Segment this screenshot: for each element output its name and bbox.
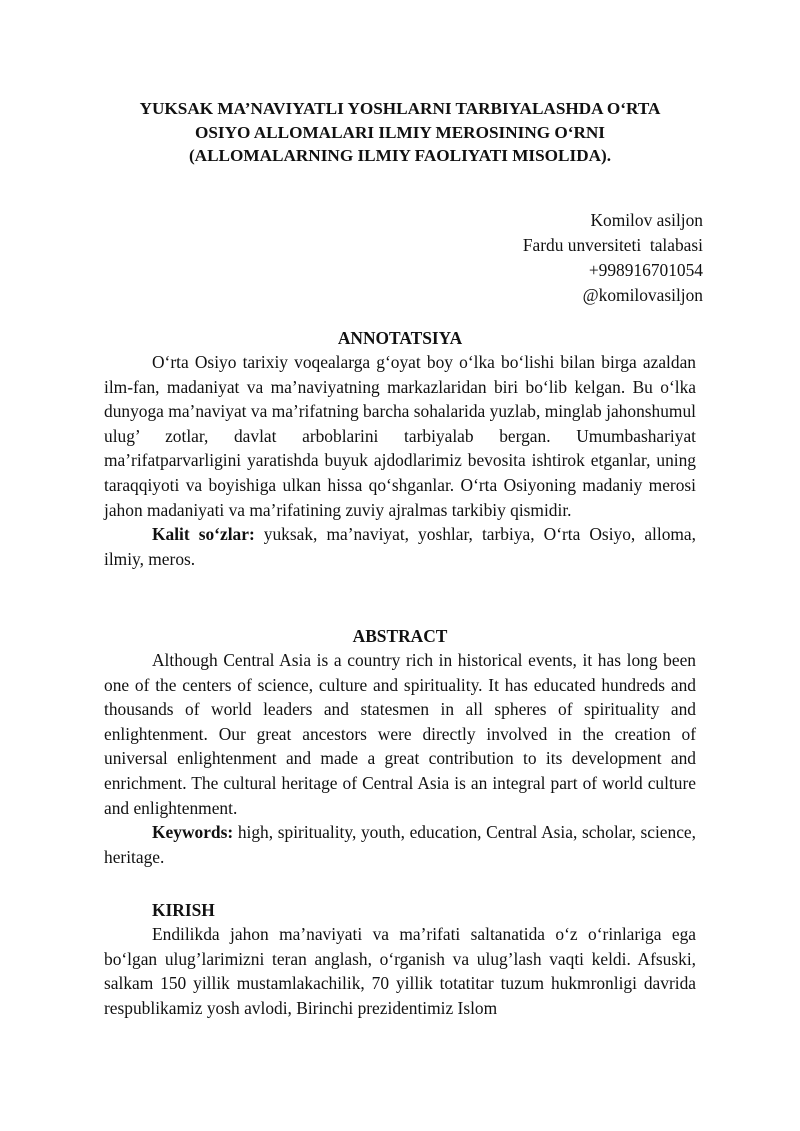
title-line-3: (ALLOMALARNING ILMIY FAOLIYATI MISOLIDA).	[188, 146, 612, 165]
abstract-keywords	[104, 820, 696, 869]
title-line-2: OSIYO ALLOMALARI ILMIY MEROSINING O‘RNI	[195, 122, 605, 142]
annotation-keywords-label: Kalit so‘zlar:	[152, 524, 255, 545]
author-block	[523, 208, 703, 308]
abstract-section	[104, 648, 696, 869]
paper-title	[90, 97, 710, 168]
abstract-text: Although Central Asia is a country rich in historical events, it has long been one of the centers of science, culture and spirituality. It has educated hundreds and thousands of world leaders and statesmen in all spheres of spirituality and enlightenment. Our great ancestors were directly involved in the creation of universal enlightenment and made a great contribution to its development and enrichment. The cultural heritage of Central Asia is an integral part of world culture and enlightenment.	[104, 650, 696, 818]
annotation-heading: ANNOTATSIYA	[337, 328, 463, 348]
abstract-heading: ABSTRACT	[352, 626, 448, 646]
introduction-heading: KIRISH	[152, 900, 215, 920]
introduction-section	[104, 922, 696, 1020]
author-phone: +998916701054	[588, 260, 703, 280]
author-name: Komilov asiljon	[590, 210, 703, 230]
introduction-text: Endilikda jahon ma’naviyati va ma’rifati saltanatida o‘z o‘rinlariga ega bo‘lgan ulug’larimizni teran anglash, o‘rganish va ulug’lash vaqti keldi. Afsuski, salkam 150 yillik mustamlakachilik, 70 yillik totatitar tuzum hukmronligi davrida respublikamiz yosh avlodi, Birinchi prezidentimiz Islom	[104, 924, 696, 1018]
annotation-section	[104, 350, 696, 571]
abstract-keywords-list: high, spirituality, youth, education, Central Asia, scholar, science, heritage.	[104, 822, 696, 867]
annotation-keywords-list: yuksak, ma’naviyat, yoshlar, tarbiya, O‘rta Osiyo, alloma, ilmiy, meros.	[104, 524, 696, 569]
abstract-keywords-label: Keywords:	[152, 822, 234, 843]
author-handle: @komilovasiljon	[582, 285, 703, 305]
annotation-text: O‘rta Osiyo tarixiy voqealarga g‘oyat boy o‘lka bo‘lishi bilan birga azaldan ilm-fan, madaniyat va ma’naviyatning markazlaridan biri bo‘lib kelgan. Bu o‘lka dunyoga ma’naviyat va ma’rifatning barcha sohalarida yuzlab, minglab jahonshumul ulug’ zotlar, davlat arboblarini tarbiyalab bergan. Umumbashariyat ma’rifatparvarligini yaratishda buyuk ajdodlarimiz bevosita ishtirok etganlar, uning taraqqiyoti va boyishiga ulkan hissa qo‘shganlar. O‘rta Osiyoning madaniy merosi jahon madaniyati va ma’rifatining zuviy ajralmas tarkibiy qismidir.	[104, 352, 696, 520]
annotation-keywords	[104, 522, 696, 571]
author-affiliation: Fardu unversiteti talabasi	[522, 235, 703, 255]
title-line-1: YUKSAK MA’NAVIYATLI YOSHLARNI TARBIYALASHDA O‘RTA	[139, 99, 661, 118]
